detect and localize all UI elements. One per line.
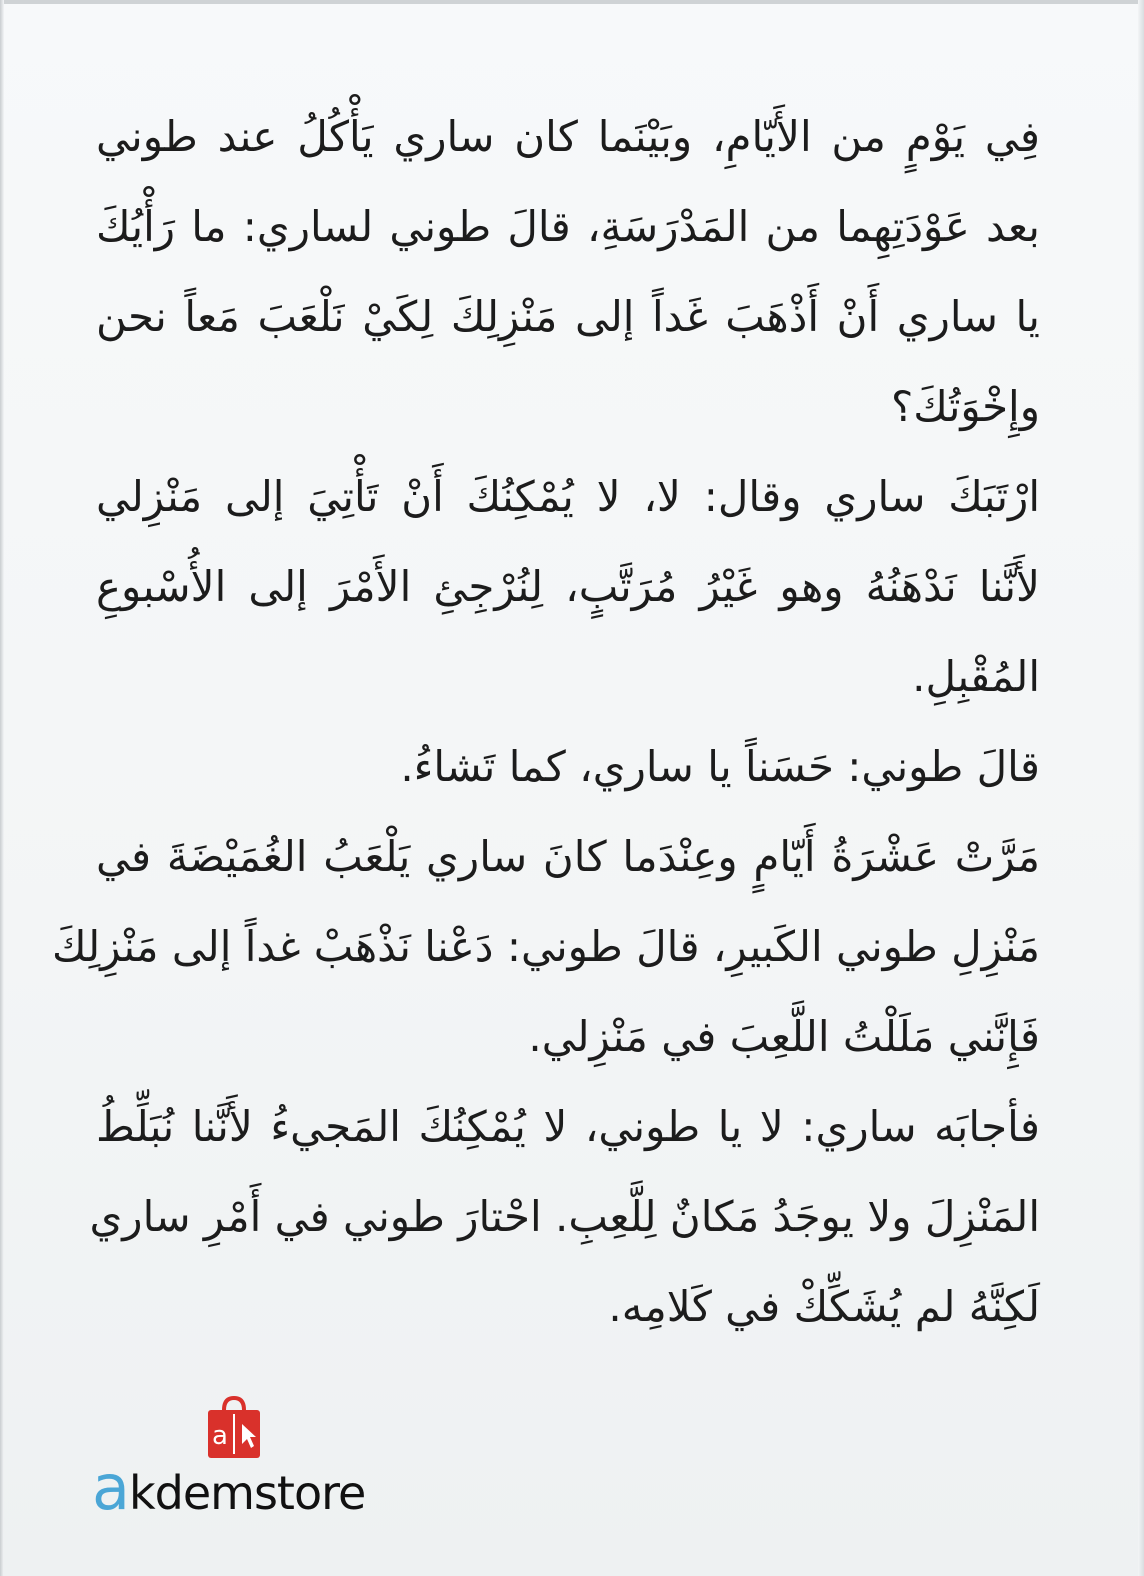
story-line: فأجابَه ساري: لا يا طوني، لا يُمْكِنُكَ المَجيءُ لأَنَّنا نُبَلِّطُ [96, 1102, 1040, 1151]
story-line: ارْتَبَكَ ساري وقال: لا، لا يُمْكِنُكَ أَنْ تَأْتِيَ إلى مَنْزِلي [96, 472, 1040, 521]
story-line: المُقْبِلِ. [912, 652, 1040, 701]
story-line: وإِخْوَتُكَ؟ [891, 382, 1040, 431]
story-line: فِي يَوْمٍ من الأَيّامِ، وبَيْنَما كان ساري يَأْكُلُ عند طوني [96, 112, 1040, 161]
brand-rest: kdemstore [129, 1466, 366, 1520]
brand-first-letter: a [92, 1451, 129, 1524]
story-line: يا ساري أَنْ أَذْهَبَ غَداً إلى مَنْزِلِكَ لِكَيْ نَلْعَبَ مَعاً نحن [96, 292, 1040, 341]
brand-wordmark [92, 1451, 366, 1524]
story-line: المَنْزِلَ ولا يوجَدُ مَكانٌ لِلَّعِبِ. احْتارَ طوني في أَمْرِ ساري [89, 1192, 1040, 1241]
story-text [52, 92, 1040, 1352]
story-line: فَإِنَّني مَلَلْتُ اللَّعِبَ في مَنْزِلي. [528, 1012, 1040, 1061]
page-right-edge [1138, 0, 1144, 1576]
story-line: بعد عَوْدَتِهِما من المَدْرَسَةِ، قالَ طوني لساري: ما رَأْيُكَ [96, 202, 1040, 251]
page-left-edge [0, 0, 4, 1576]
story-line: قالَ طوني: حَسَناً يا ساري، كما تَشاءُ. [400, 742, 1040, 791]
story-line: مَنْزِلِ طوني الكَبيرِ، قالَ طوني: دَعْنا نَذْهَبْ غداً إلى مَنْزِلِكَ [52, 922, 1040, 971]
page-top-edge [0, 0, 1144, 4]
story-line: مَرَّتْ عَشْرَةُ أَيّامٍ وعِنْدَما كانَ ساري يَلْعَبُ الغُمَيْضَةَ في [96, 832, 1040, 881]
akdemstore-logo [92, 1396, 392, 1526]
story-line: لأَنَّنا نَدْهَنُهُ وهو غَيْرُ مُرَتَّبٍ، لِنُرْجِئِ الأَمْرَ إلى الأُسْبوعِ [96, 562, 1040, 611]
shopping-bag-icon [204, 1396, 264, 1460]
logo-icon-letter: a [212, 1421, 228, 1451]
story-line: لَكِنَّهُ لم يُشَكِّكْ في كَلامِه. [608, 1282, 1040, 1331]
